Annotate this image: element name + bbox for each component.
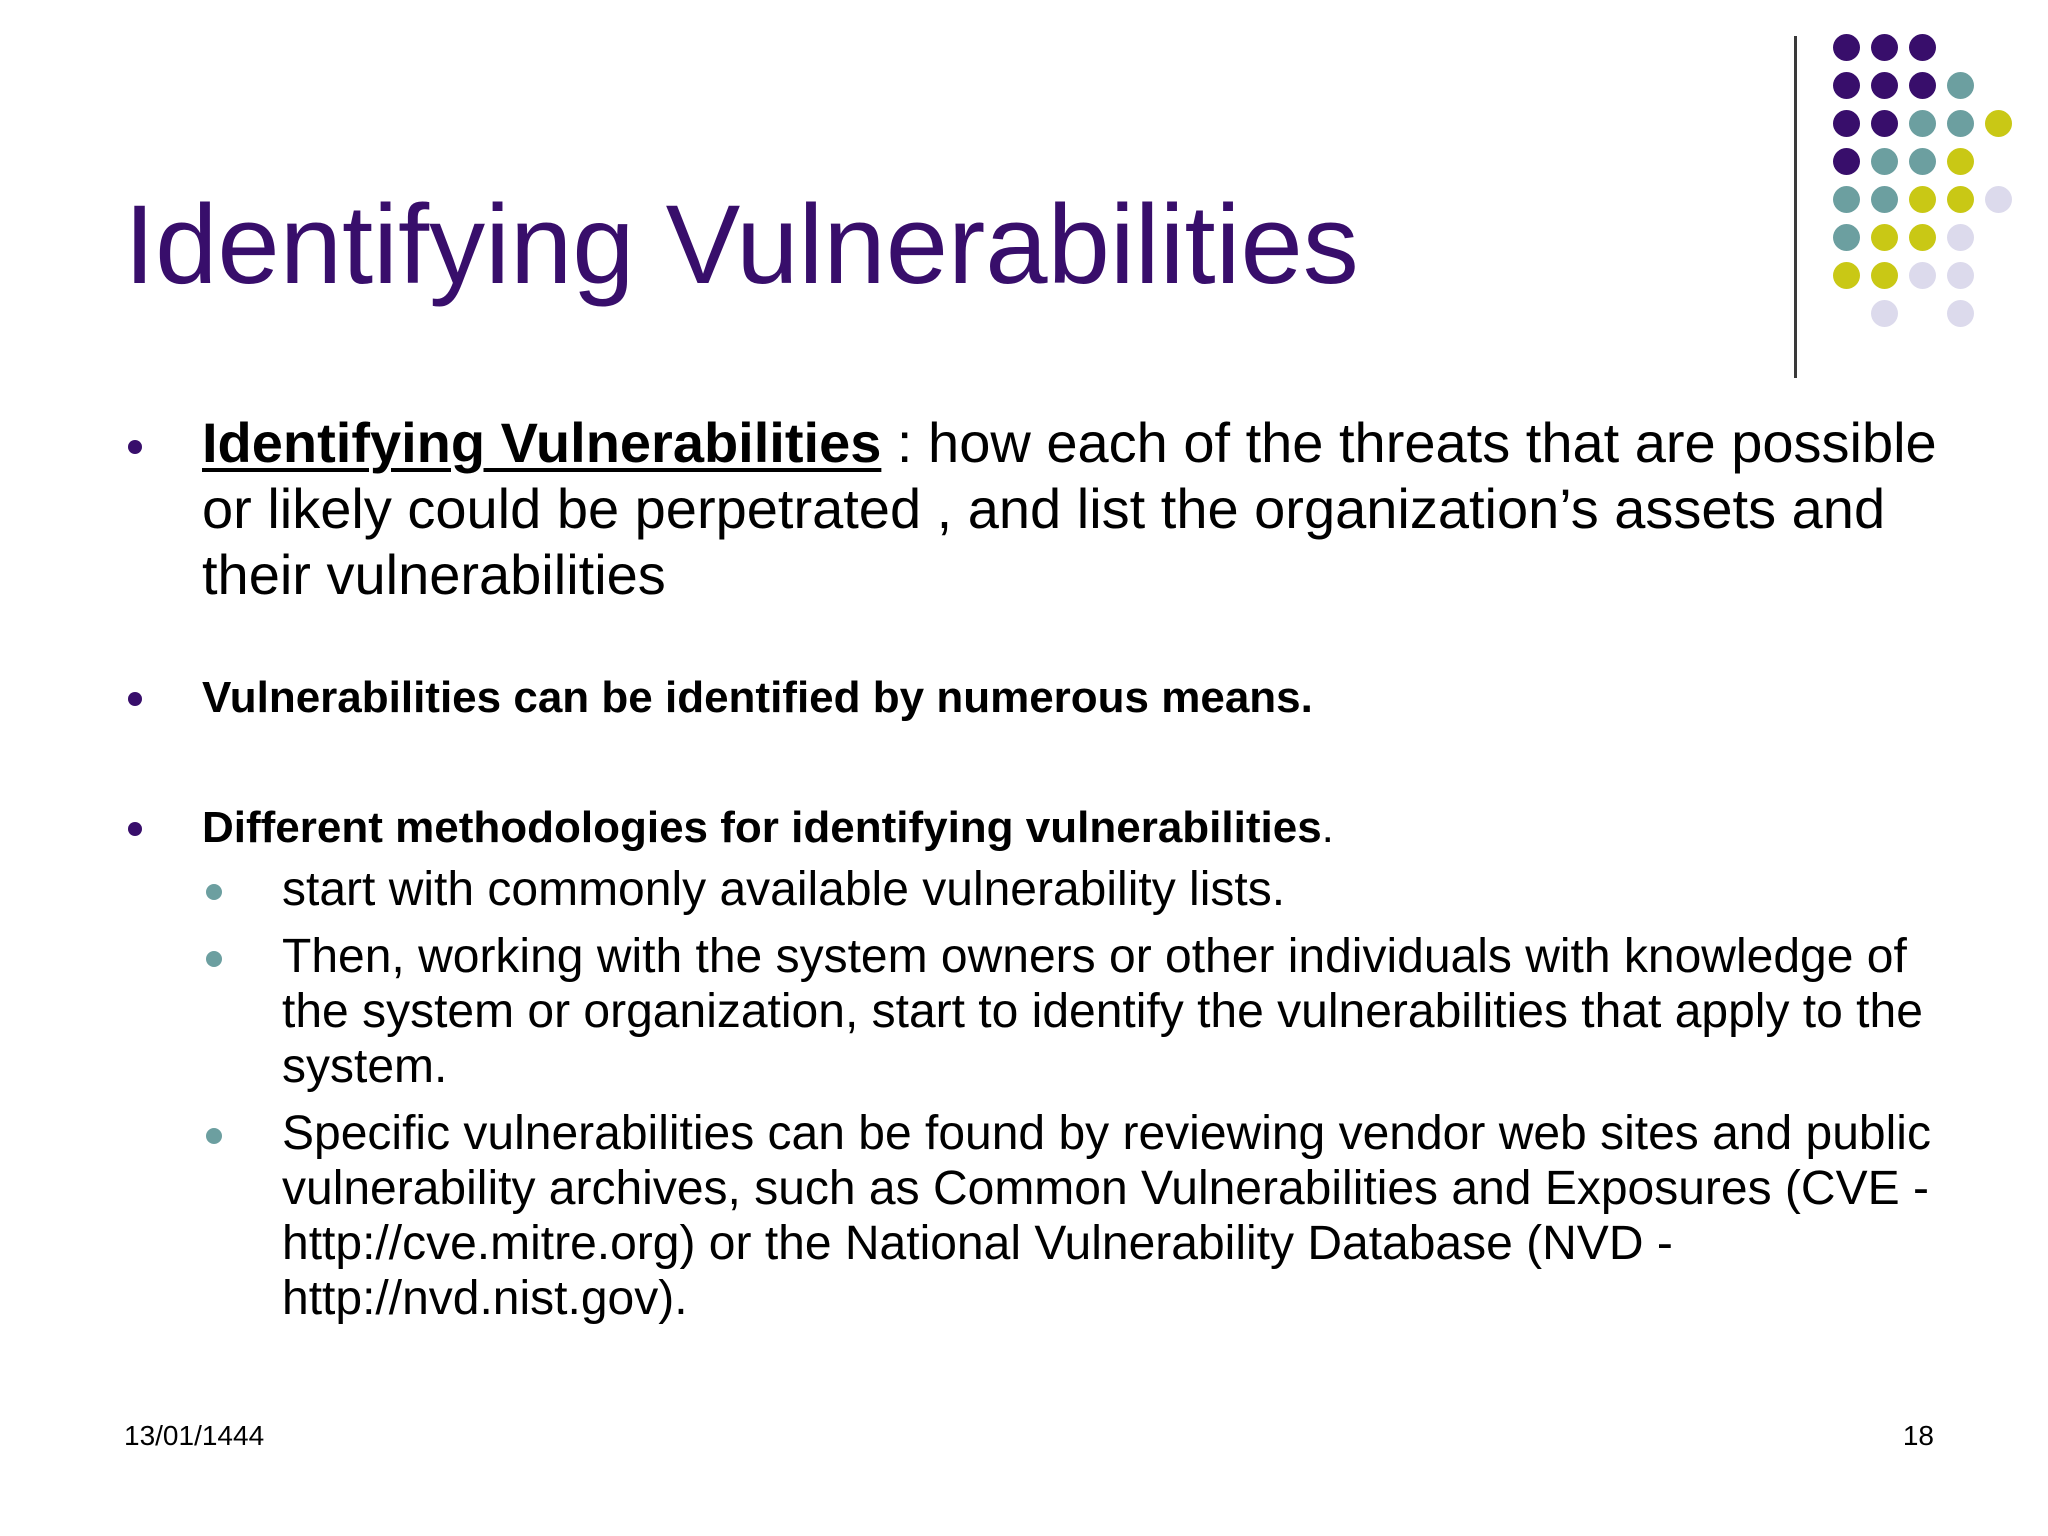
- decorative-dot: [1909, 34, 1936, 61]
- decorative-dot: [1871, 186, 1898, 213]
- decorative-dot: [1947, 148, 1974, 175]
- decorative-dot: [1871, 300, 1898, 327]
- sub-bullet-list: [124, 862, 1944, 1326]
- decorative-dot: [1909, 148, 1936, 175]
- bullet-trailing: .: [1321, 803, 1334, 852]
- decorative-dot: [1871, 34, 1898, 61]
- decorative-dot: [1871, 224, 1898, 251]
- bullet-text: Different methodologies for identifying vulnerabilities: [202, 803, 1322, 852]
- slide-body: [124, 410, 1944, 1338]
- footer-date: 13/01/1444: [124, 1420, 265, 1451]
- sub-bullet-item: [124, 862, 1944, 917]
- decorative-dot: [1947, 110, 1974, 137]
- sub-bullet-text: Then, working with the system owners or other individuals with knowledge of the system or organization, start to identify the vulnerabilities that apply to the system.: [282, 930, 1923, 1093]
- sub-bullet-dot-icon: [206, 1128, 222, 1144]
- term-separator: :: [881, 411, 929, 474]
- sub-bullet-item: [124, 1106, 1944, 1326]
- bullet-term: Identifying Vulnerabilities: [202, 411, 882, 474]
- decorative-dot: [1871, 148, 1898, 175]
- bullet-item: [124, 800, 1944, 856]
- bullet-text: how each of the threats that are possible or likely could be perpetrated , and list the organization’s assets and their vulnerabilities: [202, 411, 1937, 606]
- decorative-dot: [1947, 262, 1974, 289]
- sub-bullet-item: [124, 929, 1944, 1094]
- sub-bullet-dot-icon: [206, 884, 222, 900]
- decorative-dot: [1871, 262, 1898, 289]
- sub-bullet-dot-icon: [206, 951, 222, 967]
- bullet-dot-icon: [128, 822, 142, 836]
- bullet-dot-icon: [128, 692, 142, 706]
- decorative-dot: [1985, 186, 2012, 213]
- decorative-dot: [1833, 148, 1860, 175]
- sub-bullet-text: start with commonly available vulnerability lists.: [282, 863, 1286, 916]
- decorative-dot: [1833, 34, 1860, 61]
- decorative-dot: [1833, 72, 1860, 99]
- decorative-dot: [1871, 110, 1898, 137]
- slide-title: Identifying Vulnerabilities: [124, 182, 1359, 307]
- decorative-dot: [1909, 186, 1936, 213]
- bullet-text: Vulnerabilities can be identified by numerous means.: [202, 673, 1313, 722]
- sub-bullet-text: Specific vulnerabilities can be found by reviewing vendor web sites and public vulnerability archives, such as Common Vulnerabilities and Exposures (CVE - http://cve.mitre.org) or the National Vulnerability Database (NVD - http://nvd.nist.gov).: [282, 1107, 1931, 1325]
- decorative-dot: [1947, 72, 1974, 99]
- decorative-dot: [1833, 224, 1860, 251]
- decorative-dot: [1909, 224, 1936, 251]
- decorative-dot: [1871, 72, 1898, 99]
- decorative-dot: [1833, 262, 1860, 289]
- decorative-dot: [1947, 186, 1974, 213]
- bullet-item: [124, 410, 1944, 608]
- bullet-item: [124, 670, 1944, 726]
- decorative-dot: [1909, 110, 1936, 137]
- decorative-dot: [1985, 110, 2012, 137]
- decorative-dot: [1947, 224, 1974, 251]
- slide-number: 18: [1902, 1420, 1934, 1451]
- decorative-dot: [1947, 300, 1974, 327]
- decorative-dot: [1833, 110, 1860, 137]
- decorative-dot: [1909, 262, 1936, 289]
- decorative-dot: [1909, 72, 1936, 99]
- decorative-dot: [1833, 186, 1860, 213]
- bullet-dot-icon: [128, 440, 142, 454]
